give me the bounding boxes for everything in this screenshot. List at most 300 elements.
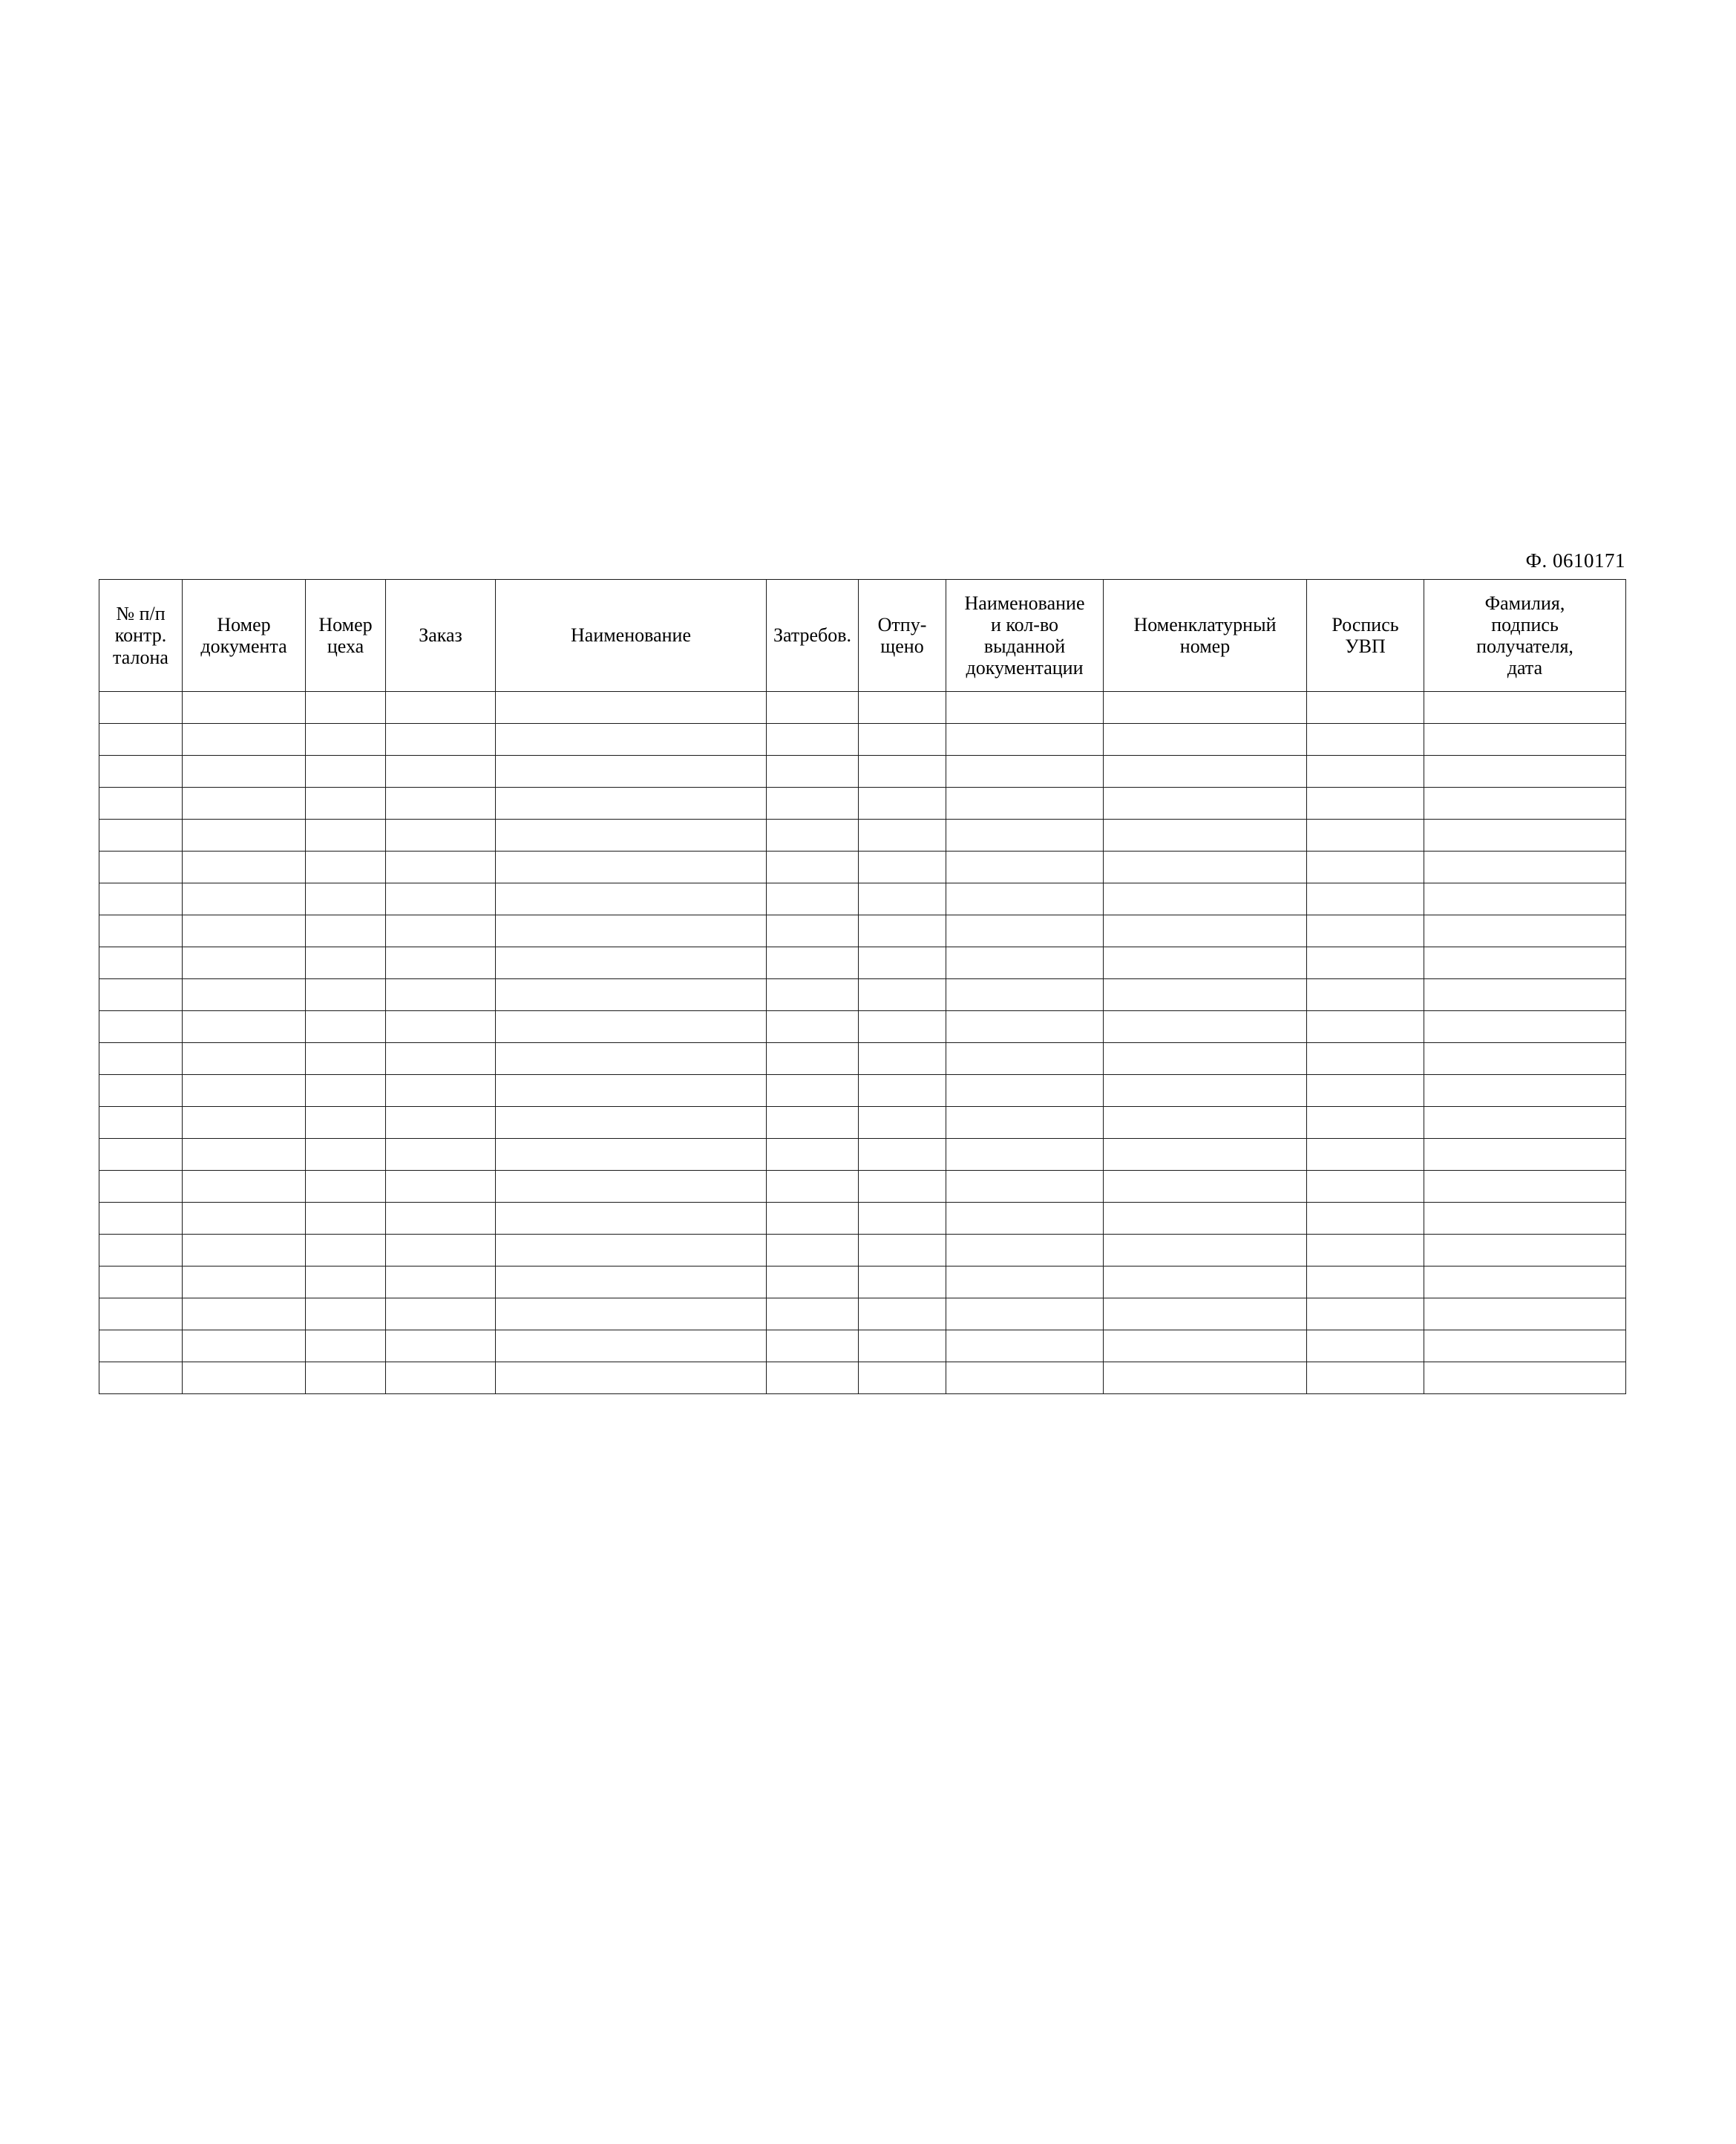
table-cell[interactable] (767, 1139, 859, 1171)
table-cell[interactable] (306, 1330, 386, 1362)
column-header-document-number (183, 580, 306, 692)
table-cell[interactable] (386, 1075, 496, 1107)
table-cell[interactable] (767, 1011, 859, 1043)
table-body (99, 692, 1626, 1394)
table-cell[interactable] (859, 947, 946, 979)
table-cell[interactable] (99, 1298, 183, 1330)
table-cell[interactable] (767, 1235, 859, 1267)
table-row (99, 1011, 1626, 1043)
table-cell[interactable] (1104, 1075, 1307, 1107)
table-cell[interactable] (1104, 1107, 1307, 1139)
table-cell[interactable] (767, 756, 859, 788)
table-cell[interactable] (1307, 724, 1424, 756)
header-line: Фамилия, (1484, 592, 1565, 614)
table-cell[interactable] (496, 1235, 767, 1267)
register-table (99, 579, 1626, 1394)
table-cell[interactable] (306, 1235, 386, 1267)
table-row (99, 915, 1626, 947)
table-cell[interactable] (946, 1043, 1104, 1075)
header-line: Номер (217, 613, 271, 635)
table-row (99, 692, 1626, 724)
table-cell[interactable] (183, 1075, 306, 1107)
header-line: талона (113, 646, 168, 668)
table-cell[interactable] (1104, 852, 1307, 883)
header-line: Наименование (964, 592, 1085, 614)
table-cell[interactable] (496, 915, 767, 947)
table-cell[interactable] (1307, 1107, 1424, 1139)
table-cell[interactable] (859, 1330, 946, 1362)
table-cell[interactable] (306, 692, 386, 724)
table-cell[interactable] (1424, 788, 1626, 820)
column-header-issued (859, 580, 946, 692)
table-cell[interactable] (99, 947, 183, 979)
table-cell[interactable] (859, 979, 946, 1011)
header-line: Затребов. (773, 624, 852, 647)
table-cell[interactable] (859, 1362, 946, 1394)
table-cell[interactable] (767, 1171, 859, 1203)
header-line: Номер (318, 613, 373, 635)
table-row (99, 1203, 1626, 1235)
table-cell[interactable] (1424, 724, 1626, 756)
table-row (99, 1043, 1626, 1075)
table-cell[interactable] (183, 1011, 306, 1043)
table-cell[interactable] (859, 788, 946, 820)
column-header-nomenclature-number (1104, 580, 1307, 692)
table-row (99, 1362, 1626, 1394)
table-row (99, 947, 1626, 979)
table-cell[interactable] (1307, 883, 1424, 915)
table-cell[interactable] (946, 852, 1104, 883)
table-cell[interactable] (99, 1075, 183, 1107)
table-cell[interactable] (1424, 1043, 1626, 1075)
table-cell[interactable] (1424, 852, 1626, 883)
header-line: Наименование (571, 624, 691, 647)
table-cell[interactable] (496, 1043, 767, 1075)
table-cell[interactable] (1424, 1171, 1626, 1203)
table-cell[interactable] (946, 947, 1104, 979)
table-cell[interactable] (183, 1203, 306, 1235)
table-cell[interactable] (99, 1330, 183, 1362)
table-cell[interactable] (767, 1043, 859, 1075)
table-cell[interactable] (859, 1107, 946, 1139)
table-cell[interactable] (306, 979, 386, 1011)
table-cell[interactable] (767, 1330, 859, 1362)
table-cell[interactable] (183, 692, 306, 724)
table-cell[interactable] (306, 820, 386, 852)
table-cell[interactable] (1424, 883, 1626, 915)
table-cell[interactable] (306, 788, 386, 820)
table-cell[interactable] (386, 915, 496, 947)
table-cell[interactable] (99, 852, 183, 883)
header-line: дата (1507, 657, 1543, 679)
table-cell[interactable] (767, 1107, 859, 1139)
table-cell[interactable] (859, 820, 946, 852)
column-header-order (386, 580, 496, 692)
table-cell[interactable] (183, 788, 306, 820)
table-cell[interactable] (99, 1362, 183, 1394)
table-cell[interactable] (99, 1011, 183, 1043)
table-cell[interactable] (1104, 1267, 1307, 1298)
header-line: Роспись (1332, 613, 1399, 635)
table-cell[interactable] (767, 883, 859, 915)
table-row (99, 1298, 1626, 1330)
table-cell[interactable] (306, 1203, 386, 1235)
table-cell[interactable] (1307, 852, 1424, 883)
table-cell[interactable] (1104, 947, 1307, 979)
header-line: УВП (1345, 635, 1386, 657)
table-cell[interactable] (859, 756, 946, 788)
table-cell[interactable] (496, 1267, 767, 1298)
table-cell[interactable] (767, 724, 859, 756)
table-cell[interactable] (1104, 1330, 1307, 1362)
table-cell[interactable] (1307, 1075, 1424, 1107)
table-cell[interactable] (1104, 1011, 1307, 1043)
table-cell[interactable] (1104, 979, 1307, 1011)
column-header-counter-talon (99, 580, 183, 692)
table-cell[interactable] (496, 1203, 767, 1235)
register-table-container (99, 579, 1625, 1394)
table-cell[interactable] (767, 852, 859, 883)
table-header (99, 580, 1626, 692)
table-cell[interactable] (496, 883, 767, 915)
table-cell[interactable] (946, 1139, 1104, 1171)
table-cell[interactable] (1424, 1011, 1626, 1043)
table-cell[interactable] (496, 1011, 767, 1043)
table-cell[interactable] (99, 1107, 183, 1139)
table-cell[interactable] (1307, 788, 1424, 820)
table-cell[interactable] (99, 820, 183, 852)
table-cell[interactable] (496, 852, 767, 883)
table-cell[interactable] (1104, 692, 1307, 724)
table-cell[interactable] (1424, 1107, 1626, 1139)
table-cell[interactable] (99, 1043, 183, 1075)
header-line: контр. (114, 624, 167, 647)
table-cell[interactable] (496, 1330, 767, 1362)
table-cell[interactable] (1307, 1203, 1424, 1235)
table-cell[interactable] (386, 947, 496, 979)
table-cell[interactable] (767, 788, 859, 820)
table-cell[interactable] (946, 1075, 1104, 1107)
header-line: Номенклатурный (1133, 613, 1277, 635)
table-row (99, 788, 1626, 820)
table-cell[interactable] (767, 979, 859, 1011)
table-cell[interactable] (1424, 1330, 1626, 1362)
table-cell[interactable] (767, 915, 859, 947)
table-cell[interactable] (306, 1171, 386, 1203)
table-cell[interactable] (386, 979, 496, 1011)
header-line: выданной (983, 635, 1066, 657)
table-cell[interactable] (859, 852, 946, 883)
table-cell[interactable] (306, 1043, 386, 1075)
table-cell[interactable] (306, 1267, 386, 1298)
table-cell[interactable] (1424, 1362, 1626, 1394)
column-header-uvp-signature (1307, 580, 1424, 692)
table-cell[interactable] (1104, 915, 1307, 947)
table-cell[interactable] (99, 724, 183, 756)
table-cell[interactable] (99, 756, 183, 788)
header-line: Заказ (419, 624, 462, 647)
table-cell[interactable] (183, 820, 306, 852)
table-cell[interactable] (386, 1011, 496, 1043)
header-line: и кол-во (990, 613, 1059, 635)
table-cell[interactable] (1307, 915, 1424, 947)
table-cell[interactable] (386, 883, 496, 915)
table-cell[interactable] (1104, 1362, 1307, 1394)
table-cell[interactable] (99, 1267, 183, 1298)
table-cell[interactable] (99, 1139, 183, 1171)
table-cell[interactable] (386, 1043, 496, 1075)
table-cell[interactable] (1307, 1298, 1424, 1330)
table-cell[interactable] (496, 788, 767, 820)
table-cell[interactable] (767, 820, 859, 852)
header-line: номер (1179, 635, 1231, 657)
table-row (99, 724, 1626, 756)
table-cell[interactable] (183, 1043, 306, 1075)
table-cell[interactable] (496, 1139, 767, 1171)
table-cell[interactable] (859, 1139, 946, 1171)
table-cell[interactable] (1307, 1043, 1424, 1075)
table-cell[interactable] (1307, 979, 1424, 1011)
table-cell[interactable] (183, 1139, 306, 1171)
table-cell[interactable] (183, 979, 306, 1011)
table-cell[interactable] (859, 724, 946, 756)
table-cell[interactable] (386, 1203, 496, 1235)
table-cell[interactable] (496, 947, 767, 979)
table-cell[interactable] (386, 852, 496, 883)
table-cell[interactable] (386, 1235, 496, 1267)
table-cell[interactable] (1307, 756, 1424, 788)
table-cell[interactable] (1104, 1171, 1307, 1203)
table-cell[interactable] (946, 820, 1104, 852)
table-cell[interactable] (496, 1075, 767, 1107)
table-cell[interactable] (183, 915, 306, 947)
table-cell[interactable] (496, 1362, 767, 1394)
table-cell[interactable] (1424, 915, 1626, 947)
table-cell[interactable] (496, 1298, 767, 1330)
table-cell[interactable] (1424, 1139, 1626, 1171)
table-cell[interactable] (946, 1171, 1104, 1203)
table-cell[interactable] (767, 692, 859, 724)
table-cell[interactable] (946, 1267, 1104, 1298)
table-cell[interactable] (183, 1107, 306, 1139)
table-cell[interactable] (386, 1171, 496, 1203)
table-cell[interactable] (496, 692, 767, 724)
table-cell[interactable] (946, 1107, 1104, 1139)
table-row (99, 1267, 1626, 1298)
table-cell[interactable] (1424, 756, 1626, 788)
table-cell[interactable] (767, 1267, 859, 1298)
table-cell[interactable] (1424, 1203, 1626, 1235)
table-cell[interactable] (1307, 1011, 1424, 1043)
table-cell[interactable] (306, 883, 386, 915)
table-cell[interactable] (386, 1298, 496, 1330)
table-cell[interactable] (496, 1171, 767, 1203)
header-line: подпись (1491, 613, 1559, 635)
table-cell[interactable] (1104, 756, 1307, 788)
table-cell[interactable] (767, 947, 859, 979)
table-cell[interactable] (946, 788, 1104, 820)
table-cell[interactable] (1307, 1171, 1424, 1203)
table-cell[interactable] (1104, 1298, 1307, 1330)
table-cell[interactable] (496, 1107, 767, 1139)
table-cell[interactable] (1104, 1139, 1307, 1171)
table-cell[interactable] (1424, 979, 1626, 1011)
table-cell[interactable] (1424, 1075, 1626, 1107)
table-cell[interactable] (946, 979, 1104, 1011)
table-cell[interactable] (183, 1362, 306, 1394)
header-line: документа (200, 635, 287, 657)
table-cell[interactable] (946, 1298, 1104, 1330)
table-cell[interactable] (183, 1171, 306, 1203)
table-cell[interactable] (306, 947, 386, 979)
table-cell[interactable] (767, 1075, 859, 1107)
table-cell[interactable] (183, 852, 306, 883)
table-row (99, 1330, 1626, 1362)
table-cell[interactable] (946, 756, 1104, 788)
header-line: цеха (327, 635, 364, 657)
table-cell[interactable] (767, 1203, 859, 1235)
table-cell[interactable] (1424, 947, 1626, 979)
table-cell[interactable] (1104, 788, 1307, 820)
table-cell[interactable] (1307, 692, 1424, 724)
table-row (99, 756, 1626, 788)
table-cell[interactable] (183, 724, 306, 756)
table-cell[interactable] (386, 692, 496, 724)
table-cell[interactable] (859, 1267, 946, 1298)
table-cell[interactable] (1307, 947, 1424, 979)
table-cell[interactable] (859, 1075, 946, 1107)
table-cell[interactable] (306, 915, 386, 947)
table-cell[interactable] (859, 1011, 946, 1043)
table-cell[interactable] (859, 1043, 946, 1075)
table-cell[interactable] (1307, 820, 1424, 852)
table-row (99, 1171, 1626, 1203)
table-cell[interactable] (1307, 1362, 1424, 1394)
table-cell[interactable] (1104, 1203, 1307, 1235)
table-cell[interactable] (496, 724, 767, 756)
table-cell[interactable] (496, 979, 767, 1011)
table-cell[interactable] (183, 1267, 306, 1298)
table-cell[interactable] (946, 1330, 1104, 1362)
table-cell[interactable] (1104, 820, 1307, 852)
table-row (99, 1235, 1626, 1267)
table-cell[interactable] (496, 756, 767, 788)
table-cell[interactable] (386, 788, 496, 820)
table-cell[interactable] (859, 915, 946, 947)
table-cell[interactable] (306, 1075, 386, 1107)
table-cell[interactable] (99, 1203, 183, 1235)
table-row (99, 1139, 1626, 1171)
table-cell[interactable] (306, 1362, 386, 1394)
table-cell[interactable] (1424, 692, 1626, 724)
table-cell[interactable] (386, 756, 496, 788)
table-cell[interactable] (1307, 1235, 1424, 1267)
table-cell[interactable] (183, 756, 306, 788)
table-cell[interactable] (386, 1267, 496, 1298)
table-cell[interactable] (99, 915, 183, 947)
table-cell[interactable] (859, 1298, 946, 1330)
table-cell[interactable] (1307, 1139, 1424, 1171)
table-cell[interactable] (306, 1139, 386, 1171)
table-cell[interactable] (767, 1298, 859, 1330)
table-cell[interactable] (306, 1107, 386, 1139)
table-cell[interactable] (1104, 1043, 1307, 1075)
table-cell[interactable] (99, 883, 183, 915)
table-cell[interactable] (946, 883, 1104, 915)
table-cell[interactable] (183, 883, 306, 915)
table-cell[interactable] (386, 820, 496, 852)
header-line: щено (880, 635, 924, 657)
table-cell[interactable] (1424, 1235, 1626, 1267)
table-cell[interactable] (99, 979, 183, 1011)
table-cell[interactable] (946, 692, 1104, 724)
table-cell[interactable] (767, 1362, 859, 1394)
table-cell[interactable] (306, 852, 386, 883)
table-cell[interactable] (1424, 1298, 1626, 1330)
table-cell[interactable] (99, 1235, 183, 1267)
table-cell[interactable] (946, 1203, 1104, 1235)
column-header-requested (767, 580, 859, 692)
table-cell[interactable] (306, 756, 386, 788)
table-cell[interactable] (859, 1171, 946, 1203)
table-cell[interactable] (183, 1298, 306, 1330)
form-code: Ф. 0610171 (1525, 549, 1625, 572)
table-cell[interactable] (386, 1107, 496, 1139)
table-cell[interactable] (946, 1011, 1104, 1043)
table-cell[interactable] (1104, 883, 1307, 915)
column-header-shop-number (306, 580, 386, 692)
column-header-name (496, 580, 767, 692)
table-row (99, 883, 1626, 915)
table-cell[interactable] (1307, 1330, 1424, 1362)
table-cell[interactable] (306, 1011, 386, 1043)
table-cell[interactable] (1424, 820, 1626, 852)
table-cell[interactable] (946, 1235, 1104, 1267)
table-cell[interactable] (386, 1362, 496, 1394)
table-cell[interactable] (946, 724, 1104, 756)
table-row (99, 852, 1626, 883)
header-line: документации (966, 657, 1084, 679)
table-cell[interactable] (99, 1171, 183, 1203)
table-cell[interactable] (386, 1139, 496, 1171)
table-cell[interactable] (859, 1203, 946, 1235)
table-cell[interactable] (859, 1235, 946, 1267)
column-header-issued-docs (946, 580, 1104, 692)
table-cell[interactable] (183, 947, 306, 979)
table-cell[interactable] (99, 692, 183, 724)
table-cell[interactable] (859, 692, 946, 724)
table-cell[interactable] (1104, 1235, 1307, 1267)
table-cell[interactable] (1104, 724, 1307, 756)
table-cell[interactable] (386, 724, 496, 756)
table-cell[interactable] (99, 788, 183, 820)
header-line: № п/п (116, 603, 166, 625)
table-cell[interactable] (946, 1362, 1104, 1394)
table-row (99, 1107, 1626, 1139)
table-cell[interactable] (183, 1235, 306, 1267)
table-cell[interactable] (183, 1330, 306, 1362)
table-cell[interactable] (306, 724, 386, 756)
table-cell[interactable] (859, 883, 946, 915)
table-header-row (99, 580, 1626, 692)
table-cell[interactable] (946, 915, 1104, 947)
table-cell[interactable] (1307, 1267, 1424, 1298)
table-cell[interactable] (496, 820, 767, 852)
table-cell[interactable] (386, 1330, 496, 1362)
header-line: получателя, (1476, 635, 1573, 657)
table-cell[interactable] (306, 1298, 386, 1330)
table-cell[interactable] (1424, 1267, 1626, 1298)
